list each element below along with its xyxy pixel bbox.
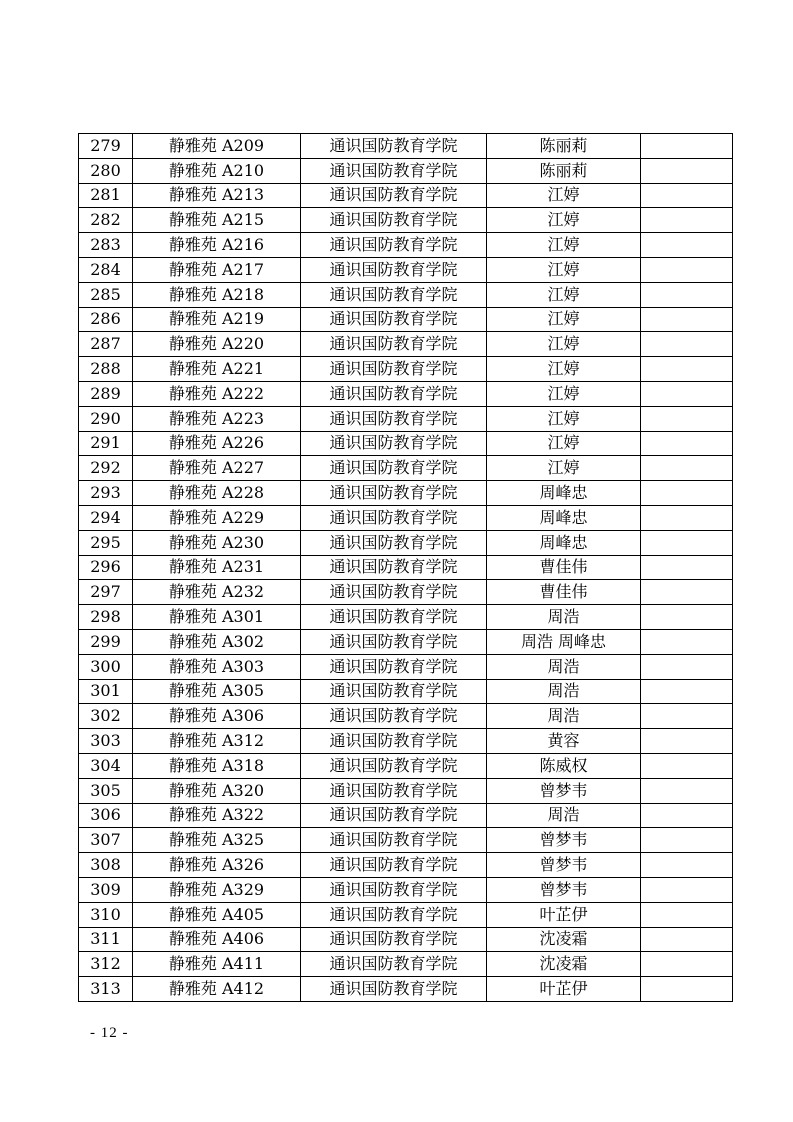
note-cell xyxy=(641,629,733,654)
note-cell xyxy=(641,357,733,382)
table-row xyxy=(79,357,733,382)
row-number-cell: 281 xyxy=(79,183,133,208)
room-cell: 静雅苑 A329 xyxy=(133,877,301,902)
room-cell: 静雅苑 A222 xyxy=(133,381,301,406)
table-row xyxy=(79,555,733,580)
row-number-cell: 306 xyxy=(79,803,133,828)
college-cell: 通识国防教育学院 xyxy=(301,605,487,630)
table-row xyxy=(79,729,733,754)
note-cell xyxy=(641,158,733,183)
table-row xyxy=(79,183,733,208)
table-row xyxy=(79,629,733,654)
room-cell: 静雅苑 A218 xyxy=(133,282,301,307)
room-cell: 静雅苑 A412 xyxy=(133,977,301,1002)
note-cell xyxy=(641,381,733,406)
person-cell: 江婷 xyxy=(487,456,641,481)
college-cell: 通识国防教育学院 xyxy=(301,580,487,605)
note-cell xyxy=(641,134,733,159)
row-number-cell: 299 xyxy=(79,629,133,654)
person-cell: 曾梦韦 xyxy=(487,778,641,803)
person-cell: 周峰忠 xyxy=(487,481,641,506)
table-row xyxy=(79,778,733,803)
room-cell: 静雅苑 A320 xyxy=(133,778,301,803)
table-row xyxy=(79,877,733,902)
row-number-cell: 287 xyxy=(79,332,133,357)
person-cell: 周浩 xyxy=(487,803,641,828)
room-cell: 静雅苑 A210 xyxy=(133,158,301,183)
college-cell: 通识国防教育学院 xyxy=(301,853,487,878)
college-cell: 通识国防教育学院 xyxy=(301,505,487,530)
room-cell: 静雅苑 A221 xyxy=(133,357,301,382)
room-cell: 静雅苑 A219 xyxy=(133,307,301,332)
college-cell: 通识国防教育学院 xyxy=(301,183,487,208)
room-cell: 静雅苑 A220 xyxy=(133,332,301,357)
row-number-cell: 301 xyxy=(79,679,133,704)
college-cell: 通识国防教育学院 xyxy=(301,753,487,778)
table-row xyxy=(79,307,733,332)
note-cell xyxy=(641,729,733,754)
person-cell: 叶芷伊 xyxy=(487,977,641,1002)
note-cell xyxy=(641,605,733,630)
person-cell: 周浩 xyxy=(487,704,641,729)
note-cell xyxy=(641,977,733,1002)
table-row xyxy=(79,233,733,258)
note-cell xyxy=(641,654,733,679)
table-row xyxy=(79,654,733,679)
room-cell: 静雅苑 A215 xyxy=(133,208,301,233)
row-number-cell: 304 xyxy=(79,753,133,778)
room-cell: 静雅苑 A405 xyxy=(133,902,301,927)
person-cell: 周峰忠 xyxy=(487,505,641,530)
room-cell: 静雅苑 A227 xyxy=(133,456,301,481)
note-cell xyxy=(641,952,733,977)
person-cell: 陈威权 xyxy=(487,753,641,778)
row-number-cell: 280 xyxy=(79,158,133,183)
table-row xyxy=(79,679,733,704)
person-cell: 曾梦韦 xyxy=(487,853,641,878)
row-number-cell: 303 xyxy=(79,729,133,754)
row-number-cell: 294 xyxy=(79,505,133,530)
table-row xyxy=(79,431,733,456)
row-number-cell: 313 xyxy=(79,977,133,1002)
note-cell xyxy=(641,307,733,332)
room-cell: 静雅苑 A326 xyxy=(133,853,301,878)
person-cell: 江婷 xyxy=(487,233,641,258)
college-cell: 通识国防教育学院 xyxy=(301,158,487,183)
person-cell: 江婷 xyxy=(487,406,641,431)
row-number-cell: 296 xyxy=(79,555,133,580)
note-cell xyxy=(641,456,733,481)
note-cell xyxy=(641,233,733,258)
note-cell xyxy=(641,530,733,555)
row-number-cell: 289 xyxy=(79,381,133,406)
row-number-cell: 284 xyxy=(79,257,133,282)
person-cell: 周浩 周峰忠 xyxy=(487,629,641,654)
row-number-cell: 283 xyxy=(79,233,133,258)
row-number-cell: 307 xyxy=(79,828,133,853)
person-cell: 江婷 xyxy=(487,183,641,208)
table-row xyxy=(79,456,733,481)
room-cell: 静雅苑 A312 xyxy=(133,729,301,754)
room-cell: 静雅苑 A217 xyxy=(133,257,301,282)
note-cell xyxy=(641,332,733,357)
table-row xyxy=(79,332,733,357)
room-cell: 静雅苑 A223 xyxy=(133,406,301,431)
college-cell: 通识国防教育学院 xyxy=(301,927,487,952)
college-cell: 通识国防教育学院 xyxy=(301,654,487,679)
note-cell xyxy=(641,778,733,803)
page-number: - 12 - xyxy=(90,1025,129,1041)
note-cell xyxy=(641,803,733,828)
person-cell: 曾梦韦 xyxy=(487,828,641,853)
table-row xyxy=(79,282,733,307)
college-cell: 通识国防教育学院 xyxy=(301,828,487,853)
college-cell: 通识国防教育学院 xyxy=(301,679,487,704)
college-cell: 通识国防教育学院 xyxy=(301,877,487,902)
person-cell: 陈丽莉 xyxy=(487,134,641,159)
row-number-cell: 302 xyxy=(79,704,133,729)
row-number-cell: 309 xyxy=(79,877,133,902)
row-number-cell: 310 xyxy=(79,902,133,927)
person-cell: 江婷 xyxy=(487,208,641,233)
note-cell xyxy=(641,257,733,282)
note-cell xyxy=(641,505,733,530)
row-number-cell: 285 xyxy=(79,282,133,307)
room-cell: 静雅苑 A209 xyxy=(133,134,301,159)
table-body xyxy=(79,134,733,1002)
note-cell xyxy=(641,853,733,878)
table-row xyxy=(79,828,733,853)
room-cell: 静雅苑 A406 xyxy=(133,927,301,952)
room-cell: 静雅苑 A232 xyxy=(133,580,301,605)
table-row xyxy=(79,580,733,605)
room-cell: 静雅苑 A301 xyxy=(133,605,301,630)
room-cell: 静雅苑 A325 xyxy=(133,828,301,853)
person-cell: 沈凌霜 xyxy=(487,927,641,952)
table-row xyxy=(79,753,733,778)
college-cell: 通识国防教育学院 xyxy=(301,530,487,555)
row-number-cell: 293 xyxy=(79,481,133,506)
room-cell: 静雅苑 A306 xyxy=(133,704,301,729)
college-cell: 通识国防教育学院 xyxy=(301,357,487,382)
person-cell: 江婷 xyxy=(487,381,641,406)
person-cell: 周浩 xyxy=(487,654,641,679)
college-cell: 通识国防教育学院 xyxy=(301,902,487,927)
room-cell: 静雅苑 A322 xyxy=(133,803,301,828)
row-number-cell: 312 xyxy=(79,952,133,977)
person-cell: 沈凌霜 xyxy=(487,952,641,977)
college-cell: 通识国防教育学院 xyxy=(301,307,487,332)
note-cell xyxy=(641,555,733,580)
person-cell: 江婷 xyxy=(487,282,641,307)
table-row xyxy=(79,381,733,406)
row-number-cell: 308 xyxy=(79,853,133,878)
person-cell: 曹佳伟 xyxy=(487,555,641,580)
table-row xyxy=(79,406,733,431)
table-row xyxy=(79,605,733,630)
note-cell xyxy=(641,431,733,456)
row-number-cell: 298 xyxy=(79,605,133,630)
note-cell xyxy=(641,406,733,431)
table-row xyxy=(79,902,733,927)
row-number-cell: 292 xyxy=(79,456,133,481)
room-cell: 静雅苑 A411 xyxy=(133,952,301,977)
room-cell: 静雅苑 A303 xyxy=(133,654,301,679)
row-number-cell: 291 xyxy=(79,431,133,456)
college-cell: 通识国防教育学院 xyxy=(301,481,487,506)
note-cell xyxy=(641,282,733,307)
college-cell: 通识国防教育学院 xyxy=(301,456,487,481)
table-row xyxy=(79,704,733,729)
note-cell xyxy=(641,208,733,233)
person-cell: 江婷 xyxy=(487,332,641,357)
row-number-cell: 300 xyxy=(79,654,133,679)
college-cell: 通识国防教育学院 xyxy=(301,134,487,159)
college-cell: 通识国防教育学院 xyxy=(301,704,487,729)
person-cell: 江婷 xyxy=(487,257,641,282)
college-cell: 通识国防教育学院 xyxy=(301,629,487,654)
room-cell: 静雅苑 A228 xyxy=(133,481,301,506)
table-row xyxy=(79,158,733,183)
college-cell: 通识国防教育学院 xyxy=(301,406,487,431)
person-cell: 黄容 xyxy=(487,729,641,754)
note-cell xyxy=(641,927,733,952)
row-number-cell: 282 xyxy=(79,208,133,233)
row-number-cell: 297 xyxy=(79,580,133,605)
row-number-cell: 279 xyxy=(79,134,133,159)
note-cell xyxy=(641,877,733,902)
person-cell: 曹佳伟 xyxy=(487,580,641,605)
note-cell xyxy=(641,704,733,729)
person-cell: 周浩 xyxy=(487,679,641,704)
table-row xyxy=(79,977,733,1002)
table-row xyxy=(79,481,733,506)
person-cell: 周峰忠 xyxy=(487,530,641,555)
table-row xyxy=(79,257,733,282)
person-cell: 江婷 xyxy=(487,307,641,332)
person-cell: 陈丽莉 xyxy=(487,158,641,183)
note-cell xyxy=(641,580,733,605)
note-cell xyxy=(641,183,733,208)
note-cell xyxy=(641,753,733,778)
table-row xyxy=(79,952,733,977)
person-cell: 江婷 xyxy=(487,431,641,456)
room-cell: 静雅苑 A226 xyxy=(133,431,301,456)
college-cell: 通识国防教育学院 xyxy=(301,803,487,828)
note-cell xyxy=(641,679,733,704)
table-row xyxy=(79,927,733,952)
row-number-cell: 286 xyxy=(79,307,133,332)
table-row xyxy=(79,803,733,828)
college-cell: 通识国防教育学院 xyxy=(301,332,487,357)
college-cell: 通识国防教育学院 xyxy=(301,952,487,977)
college-cell: 通识国防教育学院 xyxy=(301,208,487,233)
college-cell: 通识国防教育学院 xyxy=(301,257,487,282)
room-cell: 静雅苑 A213 xyxy=(133,183,301,208)
dormitory-table xyxy=(78,133,733,1002)
person-cell: 叶芷伊 xyxy=(487,902,641,927)
college-cell: 通识国防教育学院 xyxy=(301,977,487,1002)
note-cell xyxy=(641,828,733,853)
row-number-cell: 290 xyxy=(79,406,133,431)
note-cell xyxy=(641,481,733,506)
person-cell: 曾梦韦 xyxy=(487,877,641,902)
table-row xyxy=(79,134,733,159)
college-cell: 通识国防教育学院 xyxy=(301,431,487,456)
person-cell: 周浩 xyxy=(487,605,641,630)
room-cell: 静雅苑 A216 xyxy=(133,233,301,258)
table-row xyxy=(79,530,733,555)
college-cell: 通识国防教育学院 xyxy=(301,233,487,258)
college-cell: 通识国防教育学院 xyxy=(301,381,487,406)
table-row xyxy=(79,208,733,233)
room-cell: 静雅苑 A231 xyxy=(133,555,301,580)
room-cell: 静雅苑 A229 xyxy=(133,505,301,530)
college-cell: 通识国防教育学院 xyxy=(301,778,487,803)
room-cell: 静雅苑 A230 xyxy=(133,530,301,555)
table-row xyxy=(79,853,733,878)
row-number-cell: 295 xyxy=(79,530,133,555)
college-cell: 通识国防教育学院 xyxy=(301,282,487,307)
college-cell: 通识国防教育学院 xyxy=(301,729,487,754)
table-row xyxy=(79,505,733,530)
person-cell: 江婷 xyxy=(487,357,641,382)
room-cell: 静雅苑 A305 xyxy=(133,679,301,704)
row-number-cell: 311 xyxy=(79,927,133,952)
row-number-cell: 288 xyxy=(79,357,133,382)
room-cell: 静雅苑 A318 xyxy=(133,753,301,778)
row-number-cell: 305 xyxy=(79,778,133,803)
college-cell: 通识国防教育学院 xyxy=(301,555,487,580)
note-cell xyxy=(641,902,733,927)
room-cell: 静雅苑 A302 xyxy=(133,629,301,654)
